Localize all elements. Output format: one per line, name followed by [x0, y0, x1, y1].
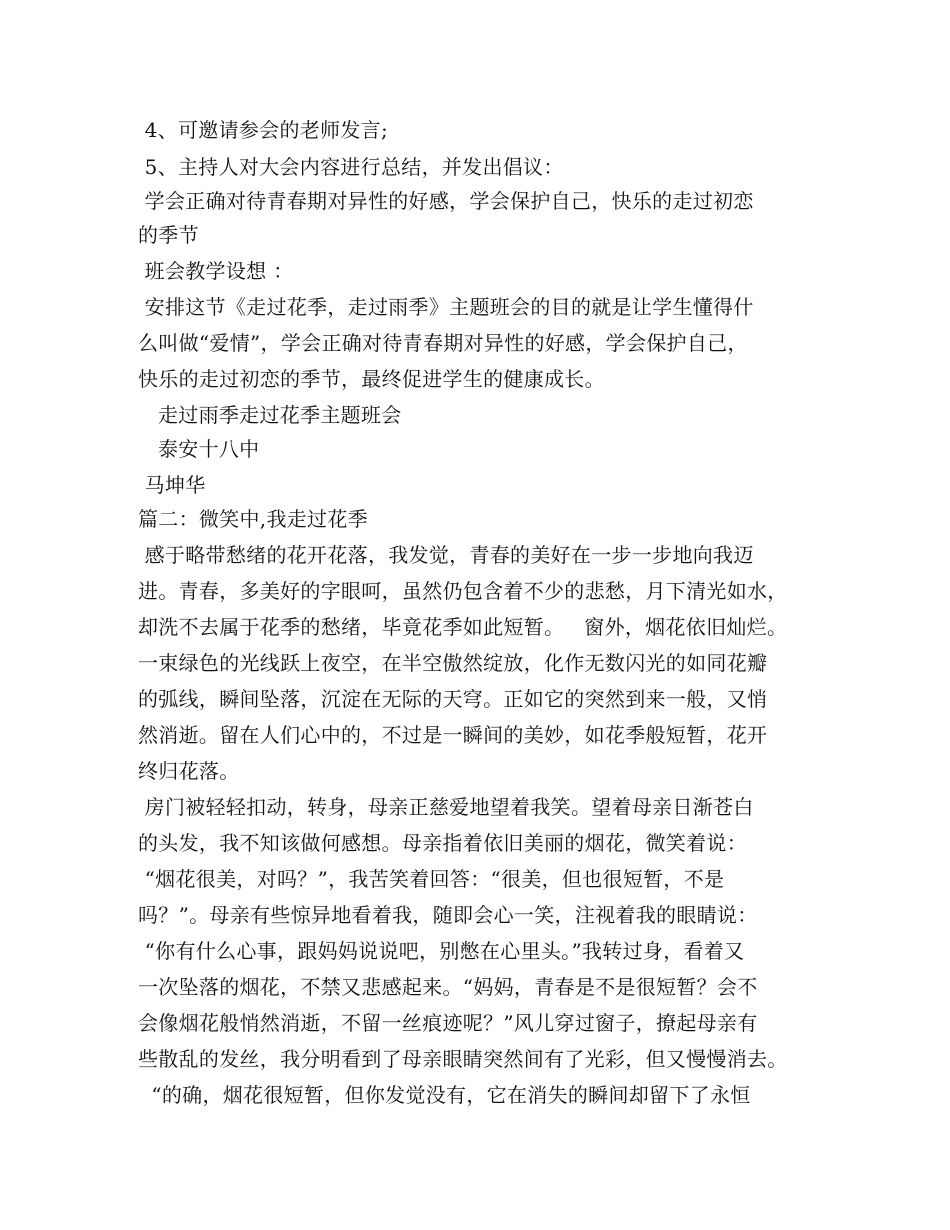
text-line: 学会正确对待青春期对异性的好感，学会保护自己，快乐的走过初恋: [138, 189, 754, 213]
text-line: 会像烟花般悄然消逝，不留一丝痕迹呢？”风儿穿过窗子，撩起母亲有: [138, 1011, 758, 1035]
text-line: 安排这节《走过花季，走过雨季》主题班会的目的就是让学生懂得什: [138, 295, 754, 319]
text-line: 进。青春，多美好的字眼呵，虽然仍包含着不少的悲愁，月下清光如水，: [138, 579, 788, 603]
text-line: 却洗不去属于花季的愁绪，毕竟花季如此短暂。 窗外，烟花依旧灿烂。: [138, 615, 788, 639]
text-line: 4、可邀请参会的老师发言;: [138, 118, 389, 142]
text-line: 5、主持人对大会内容进行总结，并发出倡议：: [138, 155, 564, 179]
text-line: 走过雨季走过花季主题班会: [138, 403, 402, 427]
text-line: 一次坠落的烟花，不禁又悲感起来。“妈妈，青春是不是很短暂？会不: [138, 975, 758, 999]
text-line: 班会教学设想 ：: [138, 259, 294, 283]
text-line: 快乐的走过初恋的季节，最终促进学生的健康成长。: [138, 367, 605, 391]
text-line: 感于略带愁绪的花开花落，我发觉，青春的美好在一步一步地向我迈: [138, 543, 754, 567]
text-line: 么叫做“爱情”，学会正确对待青春期对异性的好感，学会保护自己，: [138, 331, 748, 355]
text-line: 泰安十八中: [138, 437, 260, 461]
text-line: 的头发，我不知该做何感想。母亲指着依旧美丽的烟花，微笑着说：: [138, 831, 747, 855]
text-line: 的季节: [138, 223, 199, 247]
text-line: 终归花落。: [138, 759, 240, 783]
text-line: “的确，烟花很短暂，但你发觉没有，它在消失的瞬间却留下了永恒: [138, 1083, 751, 1107]
text-line: 吗？”。母亲有些惊异地看着我，随即会心一笑，注视着我的眼睛说：: [138, 903, 758, 927]
text-line: 然消逝。留在人们心中的，不过是一瞬间的美妙，如花季般短暂，花开: [138, 723, 768, 747]
text-line: “你有什么心事，跟妈妈说说吧，别憋在心里头。”我转过身，看着又: [138, 939, 745, 963]
text-line: “烟花很美，对吗？”，我苦笑着回答：“很美，但也很短暂，不是: [138, 867, 725, 891]
text-line: 的弧线，瞬间坠落，沉淀在无际的天穹。正如它的突然到来一般，又悄: [138, 687, 768, 711]
text-line: 篇二：微笑中,我走过花季: [138, 507, 368, 531]
text-line: 房门被轻轻扣动，转身，母亲正慈爱地望着我笑。望着母亲日渐苍白: [138, 795, 754, 819]
text-line: 一束绿色的光线跃上夜空，在半空傲然绽放，化作无数闪光的如同花瓣: [138, 651, 768, 675]
text-line: 马坤华: [138, 473, 206, 497]
text-line: 些散乱的发丝，我分明看到了母亲眼睛突然间有了光彩，但又慢慢消去。: [138, 1047, 788, 1071]
